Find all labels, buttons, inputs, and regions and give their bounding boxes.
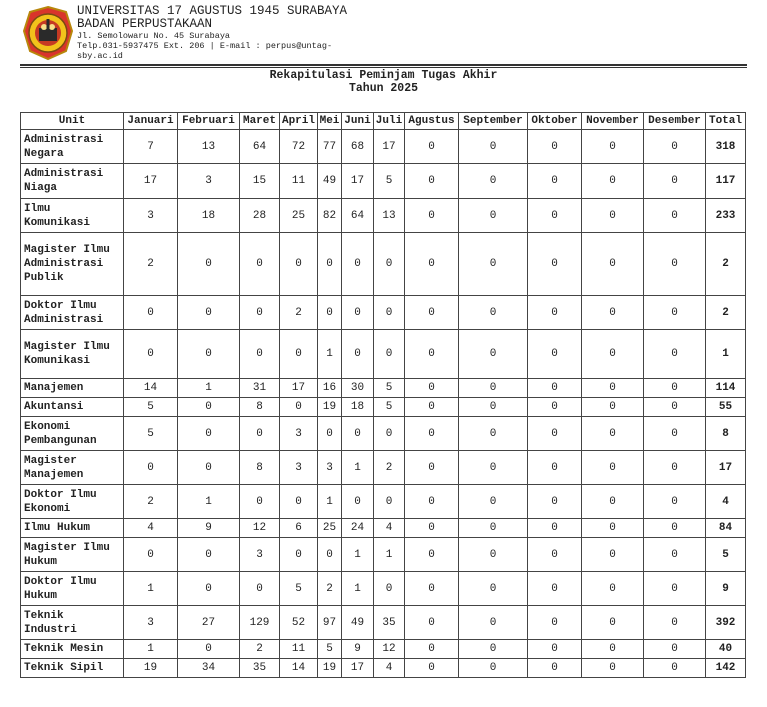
month-value-cell: 0	[280, 233, 318, 296]
month-value-cell: 0	[459, 659, 528, 678]
university-name: UNIVERSITAS 17 AGUSTUS 1945 SURABAYA	[77, 4, 348, 18]
month-value-cell: 0	[644, 485, 706, 519]
month-value-cell: 0	[582, 233, 644, 296]
month-value-cell: 0	[459, 130, 528, 164]
month-value-cell: 0	[318, 233, 342, 296]
total-cell: 5	[706, 538, 746, 572]
total-cell: 55	[706, 398, 746, 417]
month-value-cell: 19	[318, 659, 342, 678]
unit-cell: Ilmu Hukum	[21, 519, 124, 538]
total-cell: 4	[706, 485, 746, 519]
unit-cell: Administrasi Niaga	[21, 164, 124, 199]
month-value-cell: 64	[342, 199, 374, 233]
month-value-cell: 0	[582, 130, 644, 164]
month-value-cell: 19	[124, 659, 178, 678]
month-value-cell: 0	[459, 379, 528, 398]
month-value-cell: 97	[318, 606, 342, 640]
month-value-cell: 0	[405, 538, 459, 572]
month-value-cell: 0	[178, 233, 240, 296]
month-value-cell: 0	[124, 538, 178, 572]
header-divider-thin	[20, 67, 747, 68]
table-row	[21, 233, 746, 296]
report-title-block	[20, 69, 747, 95]
month-value-cell: 0	[405, 379, 459, 398]
month-value-cell: 0	[459, 519, 528, 538]
unit-cell: Doktor Ilmu Hukum	[21, 572, 124, 606]
column-header: April	[280, 113, 318, 130]
month-value-cell: 1	[178, 379, 240, 398]
month-value-cell: 0	[405, 572, 459, 606]
total-cell: 2	[706, 233, 746, 296]
table-row	[21, 640, 746, 659]
month-value-cell: 1	[124, 572, 178, 606]
month-value-cell: 34	[178, 659, 240, 678]
month-value-cell: 64	[240, 130, 280, 164]
month-value-cell: 0	[582, 379, 644, 398]
month-value-cell: 0	[644, 296, 706, 330]
total-cell: 84	[706, 519, 746, 538]
column-header: Juli	[374, 113, 405, 130]
month-value-cell: 5	[374, 379, 405, 398]
month-value-cell: 0	[644, 451, 706, 485]
month-value-cell: 17	[342, 164, 374, 199]
table-row	[21, 451, 746, 485]
month-value-cell: 2	[318, 572, 342, 606]
month-value-cell: 18	[342, 398, 374, 417]
month-value-cell: 11	[280, 640, 318, 659]
month-value-cell: 5	[374, 164, 405, 199]
month-value-cell: 0	[644, 233, 706, 296]
month-value-cell: 0	[644, 164, 706, 199]
month-value-cell: 0	[240, 233, 280, 296]
table-row	[21, 572, 746, 606]
month-value-cell: 0	[644, 538, 706, 572]
unit-cell: Magister Ilmu Administrasi Publik	[21, 233, 124, 296]
month-value-cell: 52	[280, 606, 318, 640]
month-value-cell: 19	[318, 398, 342, 417]
month-value-cell: 0	[459, 296, 528, 330]
month-value-cell: 0	[459, 398, 528, 417]
month-value-cell: 0	[342, 485, 374, 519]
month-value-cell: 0	[644, 379, 706, 398]
month-value-cell: 17	[280, 379, 318, 398]
month-value-cell: 0	[342, 296, 374, 330]
month-value-cell: 0	[528, 164, 582, 199]
month-value-cell: 3	[318, 451, 342, 485]
total-cell: 142	[706, 659, 746, 678]
department-name: BADAN PERPUSTAKAAN	[77, 17, 213, 31]
month-value-cell: 0	[644, 572, 706, 606]
month-value-cell: 0	[582, 659, 644, 678]
column-header: Mei	[318, 113, 342, 130]
month-value-cell: 3	[280, 417, 318, 451]
unit-cell: Magister Ilmu Komunikasi	[21, 330, 124, 379]
unit-cell: Teknik Industri	[21, 606, 124, 640]
month-value-cell: 5	[374, 398, 405, 417]
month-value-cell: 0	[405, 417, 459, 451]
total-cell: 117	[706, 164, 746, 199]
month-value-cell: 0	[178, 417, 240, 451]
month-value-cell: 0	[528, 538, 582, 572]
month-value-cell: 0	[459, 538, 528, 572]
month-value-cell: 0	[459, 485, 528, 519]
month-value-cell: 0	[644, 519, 706, 538]
month-value-cell: 0	[405, 164, 459, 199]
table-row	[21, 296, 746, 330]
address-text: Jl. Semolowaru No. 45 Surabaya	[77, 31, 231, 41]
month-value-cell: 1	[342, 451, 374, 485]
month-value-cell: 0	[528, 519, 582, 538]
month-value-cell: 1	[374, 538, 405, 572]
month-value-cell: 0	[374, 485, 405, 519]
month-value-cell: 25	[280, 199, 318, 233]
table-row	[21, 379, 746, 398]
month-value-cell: 0	[582, 296, 644, 330]
unit-cell: Administrasi Negara	[21, 130, 124, 164]
month-value-cell: 0	[644, 640, 706, 659]
month-value-cell: 77	[318, 130, 342, 164]
month-value-cell: 7	[124, 130, 178, 164]
month-value-cell: 0	[280, 398, 318, 417]
month-value-cell: 0	[240, 417, 280, 451]
month-value-cell: 0	[582, 417, 644, 451]
month-value-cell: 49	[318, 164, 342, 199]
month-value-cell: 0	[459, 233, 528, 296]
unit-cell: Akuntansi	[21, 398, 124, 417]
month-value-cell: 1	[178, 485, 240, 519]
month-value-cell: 0	[582, 538, 644, 572]
unit-cell: Magister Manajemen	[21, 451, 124, 485]
total-cell: 2	[706, 296, 746, 330]
month-value-cell: 0	[644, 330, 706, 379]
month-value-cell: 0	[374, 233, 405, 296]
month-value-cell: 1	[318, 485, 342, 519]
month-value-cell: 13	[178, 130, 240, 164]
month-value-cell: 17	[342, 659, 374, 678]
month-value-cell: 0	[528, 485, 582, 519]
month-value-cell: 17	[374, 130, 405, 164]
month-value-cell: 30	[342, 379, 374, 398]
unit-cell: Teknik Mesin	[21, 640, 124, 659]
month-value-cell: 0	[374, 572, 405, 606]
total-cell: 318	[706, 130, 746, 164]
total-cell: 114	[706, 379, 746, 398]
month-value-cell: 0	[644, 199, 706, 233]
month-value-cell: 3	[178, 164, 240, 199]
total-cell: 392	[706, 606, 746, 640]
table-row	[21, 130, 746, 164]
month-value-cell: 0	[459, 451, 528, 485]
column-header: Juni	[342, 113, 374, 130]
month-value-cell: 1	[124, 640, 178, 659]
table-header-row	[21, 113, 746, 130]
month-value-cell: 0	[178, 330, 240, 379]
month-value-cell: 0	[528, 659, 582, 678]
month-value-cell: 0	[318, 296, 342, 330]
column-header: Maret	[240, 113, 280, 130]
month-value-cell: 1	[318, 330, 342, 379]
month-value-cell: 0	[528, 330, 582, 379]
month-value-cell: 0	[280, 330, 318, 379]
month-value-cell: 0	[374, 417, 405, 451]
column-header: Oktober	[528, 113, 582, 130]
month-value-cell: 0	[405, 398, 459, 417]
month-value-cell: 8	[240, 451, 280, 485]
month-value-cell: 0	[644, 606, 706, 640]
month-value-cell: 0	[374, 330, 405, 379]
unit-cell: Doktor Ilmu Ekonomi	[21, 485, 124, 519]
table-row	[21, 606, 746, 640]
month-value-cell: 31	[240, 379, 280, 398]
month-value-cell: 0	[240, 572, 280, 606]
month-value-cell: 0	[459, 199, 528, 233]
university-seal-icon	[22, 5, 74, 61]
total-cell: 8	[706, 417, 746, 451]
table-body	[21, 130, 746, 678]
month-value-cell: 72	[280, 130, 318, 164]
month-value-cell: 0	[405, 199, 459, 233]
table-row	[21, 485, 746, 519]
month-value-cell: 12	[240, 519, 280, 538]
column-header: Februari	[178, 113, 240, 130]
month-value-cell: 0	[124, 296, 178, 330]
month-value-cell: 0	[644, 130, 706, 164]
month-value-cell: 0	[459, 417, 528, 451]
month-value-cell: 0	[124, 330, 178, 379]
month-value-cell: 0	[240, 330, 280, 379]
month-value-cell: 11	[280, 164, 318, 199]
contact-text-continued: sby.ac.id	[77, 51, 123, 61]
month-value-cell: 2	[124, 485, 178, 519]
table-row	[21, 538, 746, 572]
month-value-cell: 0	[405, 640, 459, 659]
month-value-cell: 0	[280, 485, 318, 519]
month-value-cell: 0	[582, 330, 644, 379]
column-header: Januari	[124, 113, 178, 130]
table-row	[21, 199, 746, 233]
month-value-cell: 25	[318, 519, 342, 538]
month-value-cell: 0	[124, 451, 178, 485]
month-value-cell: 35	[240, 659, 280, 678]
month-value-cell: 0	[178, 572, 240, 606]
month-value-cell: 0	[240, 485, 280, 519]
unit-cell: Magister Ilmu Hukum	[21, 538, 124, 572]
month-value-cell: 0	[405, 296, 459, 330]
month-value-cell: 3	[124, 199, 178, 233]
month-value-cell: 15	[240, 164, 280, 199]
column-header: Desember	[644, 113, 706, 130]
month-value-cell: 129	[240, 606, 280, 640]
month-value-cell: 0	[644, 417, 706, 451]
table-row	[21, 519, 746, 538]
column-header: November	[582, 113, 644, 130]
month-value-cell: 0	[178, 640, 240, 659]
month-value-cell: 4	[124, 519, 178, 538]
unit-cell: Teknik Sipil	[21, 659, 124, 678]
month-value-cell: 5	[124, 398, 178, 417]
month-value-cell: 4	[374, 519, 405, 538]
month-value-cell: 0	[405, 606, 459, 640]
unit-cell: Ilmu Komunikasi	[21, 199, 124, 233]
month-value-cell: 14	[280, 659, 318, 678]
institution-info	[77, 5, 347, 61]
month-value-cell: 16	[318, 379, 342, 398]
month-value-cell: 0	[528, 606, 582, 640]
month-value-cell: 5	[124, 417, 178, 451]
month-value-cell: 0	[405, 659, 459, 678]
month-value-cell: 0	[528, 233, 582, 296]
month-value-cell: 0	[405, 130, 459, 164]
total-cell: 1	[706, 330, 746, 379]
month-value-cell: 9	[178, 519, 240, 538]
month-value-cell: 0	[528, 296, 582, 330]
unit-cell: Ekonomi Pembangunan	[21, 417, 124, 451]
month-value-cell: 0	[582, 572, 644, 606]
report-title: Rekapitulasi Peminjam Tugas Akhir	[269, 69, 498, 82]
column-header: Agustus	[405, 113, 459, 130]
column-header: Unit	[21, 113, 124, 130]
table-row	[21, 164, 746, 199]
month-value-cell: 82	[318, 199, 342, 233]
month-value-cell: 3	[240, 538, 280, 572]
month-value-cell: 0	[644, 659, 706, 678]
month-value-cell: 3	[280, 451, 318, 485]
month-value-cell: 0	[405, 233, 459, 296]
month-value-cell: 0	[178, 398, 240, 417]
table-row	[21, 417, 746, 451]
month-value-cell: 0	[582, 519, 644, 538]
column-header: September	[459, 113, 528, 130]
month-value-cell: 0	[528, 130, 582, 164]
month-value-cell: 27	[178, 606, 240, 640]
total-cell: 9	[706, 572, 746, 606]
month-value-cell: 2	[374, 451, 405, 485]
month-value-cell: 8	[240, 398, 280, 417]
month-value-cell: 0	[459, 606, 528, 640]
month-value-cell: 1	[342, 538, 374, 572]
page-header	[20, 0, 748, 64]
month-value-cell: 0	[342, 330, 374, 379]
month-value-cell: 3	[124, 606, 178, 640]
month-value-cell: 0	[178, 451, 240, 485]
month-value-cell: 0	[405, 485, 459, 519]
month-value-cell: 17	[124, 164, 178, 199]
month-value-cell: 0	[582, 398, 644, 417]
month-value-cell: 0	[459, 640, 528, 659]
month-value-cell: 0	[342, 417, 374, 451]
header-divider	[20, 64, 747, 66]
month-value-cell: 0	[178, 296, 240, 330]
month-value-cell: 0	[342, 233, 374, 296]
month-value-cell: 0	[528, 379, 582, 398]
month-value-cell: 35	[374, 606, 405, 640]
month-value-cell: 0	[582, 199, 644, 233]
month-value-cell: 18	[178, 199, 240, 233]
total-cell: 233	[706, 199, 746, 233]
column-header: Total	[706, 113, 746, 130]
month-value-cell: 13	[374, 199, 405, 233]
month-value-cell: 0	[528, 398, 582, 417]
month-value-cell: 0	[582, 606, 644, 640]
month-value-cell: 0	[459, 330, 528, 379]
table-row	[21, 659, 746, 678]
month-value-cell: 0	[405, 330, 459, 379]
contact-text: Telp.031-5937475 Ext. 206 | E-mail : perpus@untag-	[77, 41, 333, 51]
month-value-cell: 28	[240, 199, 280, 233]
month-value-cell: 5	[280, 572, 318, 606]
loan-recap-table	[20, 112, 746, 678]
month-value-cell: 0	[405, 519, 459, 538]
month-value-cell: 5	[318, 640, 342, 659]
month-value-cell: 0	[528, 199, 582, 233]
table-row	[21, 330, 746, 379]
month-value-cell: 0	[240, 296, 280, 330]
month-value-cell: 49	[342, 606, 374, 640]
unit-cell: Manajemen	[21, 379, 124, 398]
month-value-cell: 0	[528, 572, 582, 606]
month-value-cell: 12	[374, 640, 405, 659]
month-value-cell: 2	[280, 296, 318, 330]
month-value-cell: 0	[405, 451, 459, 485]
total-cell: 40	[706, 640, 746, 659]
month-value-cell: 9	[342, 640, 374, 659]
month-value-cell: 2	[240, 640, 280, 659]
month-value-cell: 24	[342, 519, 374, 538]
month-value-cell: 0	[178, 538, 240, 572]
month-value-cell: 0	[459, 164, 528, 199]
month-value-cell: 0	[582, 485, 644, 519]
month-value-cell: 68	[342, 130, 374, 164]
month-value-cell: 0	[582, 164, 644, 199]
month-value-cell: 0	[459, 572, 528, 606]
month-value-cell: 0	[528, 417, 582, 451]
month-value-cell: 0	[582, 451, 644, 485]
month-value-cell: 2	[124, 233, 178, 296]
month-value-cell: 1	[342, 572, 374, 606]
month-value-cell: 6	[280, 519, 318, 538]
month-value-cell: 0	[318, 417, 342, 451]
month-value-cell: 14	[124, 379, 178, 398]
table-row	[21, 398, 746, 417]
month-value-cell: 0	[280, 538, 318, 572]
report-year: Tahun 2025	[348, 82, 418, 95]
month-value-cell: 0	[318, 538, 342, 572]
month-value-cell: 0	[528, 451, 582, 485]
month-value-cell: 0	[582, 640, 644, 659]
month-value-cell: 0	[528, 640, 582, 659]
unit-cell: Doktor Ilmu Administrasi	[21, 296, 124, 330]
month-value-cell: 0	[644, 398, 706, 417]
month-value-cell: 4	[374, 659, 405, 678]
total-cell: 17	[706, 451, 746, 485]
month-value-cell: 0	[374, 296, 405, 330]
